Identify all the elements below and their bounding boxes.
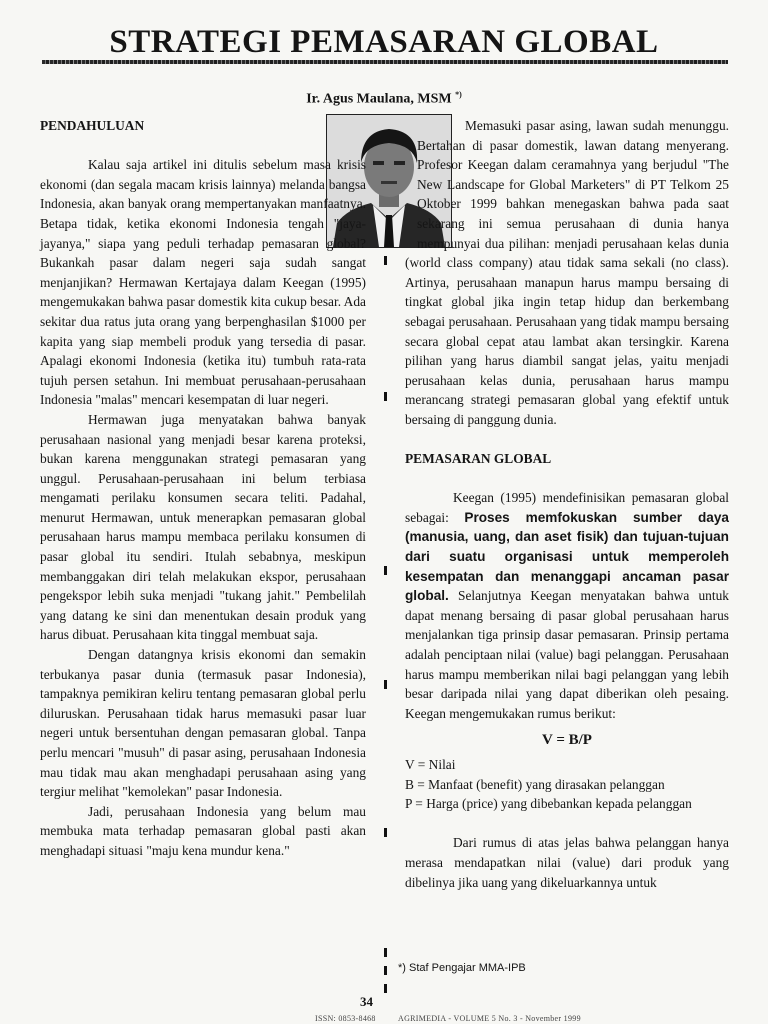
issn: ISSN: 0853-8468 [315, 1014, 376, 1023]
paragraph: Kalau saja artikel ini ditulis sebelum masa krisis ekonomi (dan segala macam krisis lainnya) melanda bangsa Indonesia, akan banyak orang mempertanyakan manfaatnya. Betapa tidak, ketika ekonomi Indonesia tengah "jaya-jayanya," siapa yang peduli terhadap pemasaran global? Bukankah pasar dalam negeri saja sudah sangat menjanjikan? Hermawan Kertajaya dalam Keegan (1995) mengemukakan bahwa pasar domestik kita cukup besar. Ada sekitar dua ratus juta orang yang berpenghasilan $1000 per kapita yang siap membeli produk yang tersedia di pasar. Apalagi ekonomi Indonesia (ketika itu) tumbuh rata-rata tujuh persen setahun. Ini membuat perusahaan-perusahaan Indonesia "malas" mencari kesempatan di luar negeri. [40, 157, 366, 408]
margin-mark [384, 828, 387, 837]
paragraph: Hermawan juga menyatakan bahwa banyak perusahaan nasional yang menjadi besar karena proteksi, bukan karena menggunakan strategi pemasaran yang unggul. Perusahaan-perusahaan ini belum terbiasa mengamati perilaku konsumen secara teliti. Padahal, menurut Hermawan, untuk menerapkan pemasaran global perusahaan harus mampu membaca perilaku konsumen di pasar global itu sendiri. Itulah sebabnya, meskipun membanggakan diri telah melakukan ekspor, perusahaan pengekspor lebih suka menjadi "tukang jahit." Pembelilah yang datang ke sini dan menentukan desain produk yang harus dibuat. Perusahaan kita tinggal membuat saja. [40, 411, 366, 643]
margin-mark [384, 984, 387, 993]
margin-mark [384, 948, 387, 957]
author-mark: *) [455, 90, 462, 99]
definition-followup: Selanjutnya Keegan menyatakan bahwa untuk dapat menang bersaing di pasar global perusahaan harus menjalankan tiga prinsip dasar pemasaran. Prinsip pertama adalah penciptaan nilai (value) bagi pelanggan. Perusahaan harus mampu memberikan nilai bagi pelanggan yang lebih besar daripada nilai yang dapat diberikan oleh pesaing. Keegan mengemukakan rumus berikut: [405, 588, 729, 721]
page-number: 34 [360, 994, 373, 1009]
margin-mark [384, 256, 387, 265]
paragraph [405, 488, 729, 723]
author-name: Ir. Agus Maulana, MSM [306, 91, 452, 107]
journal-info: AGRIMEDIA - VOLUME 5 No. 3 - November 1999 [398, 1014, 581, 1023]
page-title: STRATEGI PEMASARAN GLOBAL [109, 24, 659, 60]
definition-text: Proses memfokuskan sumber daya (manusia, uang, dan aset fisik) dan tujuan-tujuan dari suatu organisasi untuk memperoleh kesempatan dan menanggapi ancaman pasar global. [405, 509, 729, 604]
margin-mark [384, 966, 387, 975]
section-heading-pendahuluan: PENDAHULUAN [40, 118, 145, 133]
paragraph: Jadi, perusahaan Indonesia yang belum mau membuka mata terhadap pemasaran global pasti akan menghadapi situasi "maju kena mundur kena." [40, 803, 366, 858]
margin-mark [384, 392, 387, 401]
section-heading-pemasaran-global: PEMASARAN GLOBAL [405, 451, 552, 467]
footnote: *) Staf Pengajar MMA-IPB [398, 962, 526, 974]
definition-b: B = Manfaat (benefit) yang dirasakan pelanggan [405, 776, 665, 792]
right-column [405, 116, 729, 892]
left-column [40, 116, 366, 861]
title-rule [42, 60, 728, 64]
equation: V = B/P [542, 732, 592, 749]
paragraph: Dari rumus di atas jelas bahwa pelanggan hanya merasa mendapatkan nilai (value) dari produk yang dibelinya jika uang yang dikeluarkannya untuk [405, 835, 729, 890]
definition-intro: Keegan (1995) mendefinisikan pemasaran global sebagai: [405, 490, 729, 525]
paragraph: Dengan datangnya krisis ekonomi dan semakin terbukanya pasar dunia (termasuk pasar Indonesia), tampaknya pemikiran keliru tentang pemasaran global perlu diluruskan. Perusahaan tidak harus memasuki pasar luar negeri untuk bersentuhan dengan pemasaran global. Tanpa perlu mencari "musuh" di pasar asing, perusahaan Indonesia mau tidak mau akan menghadapi perusahaan asing yang tergiur melihat "kemolekan" pasar Indonesia. [40, 647, 366, 800]
definition-v: V = Nilai [405, 757, 456, 772]
margin-mark [384, 680, 387, 689]
paragraph: Memasuki pasar asing, lawan sudah menunggu. Bertahan di pasar domestik, lawan datang menyerang. Profesor Keegan dalam ceramahnya yang berjudul "The New Landscape for Global Marketers" di PT Telkom 25 Oktober 1999 bahkan menegaskan bahwa pada saat sekarang ini semua perusahaan di dunia hanya mempunyai dua pilihan: menjadi perusahaan kelas dunia (world class company) atau tidak sama sekali (no class). Artinya, perusahaan manapun harus mampu bersaing di tingkat global jika ingin tetap hidup dan berkembang sebagai perusahaan. Perusahaan yang tidak mampu bersaing secara global cepat atau lambat akan tersingkir. Karena pilihan yang harus diambil sangat jelas, yaitu menjadi perusahaan kelas dunia, perusahaan harus mampu merancang strategi pemasaran global yang efektif untuk bersaing di panggung dunia. [405, 118, 729, 427]
definition-p: P = Harga (price) yang dibebankan kepada pelanggan [405, 796, 692, 812]
author-line [0, 86, 768, 109]
margin-mark [384, 566, 387, 575]
